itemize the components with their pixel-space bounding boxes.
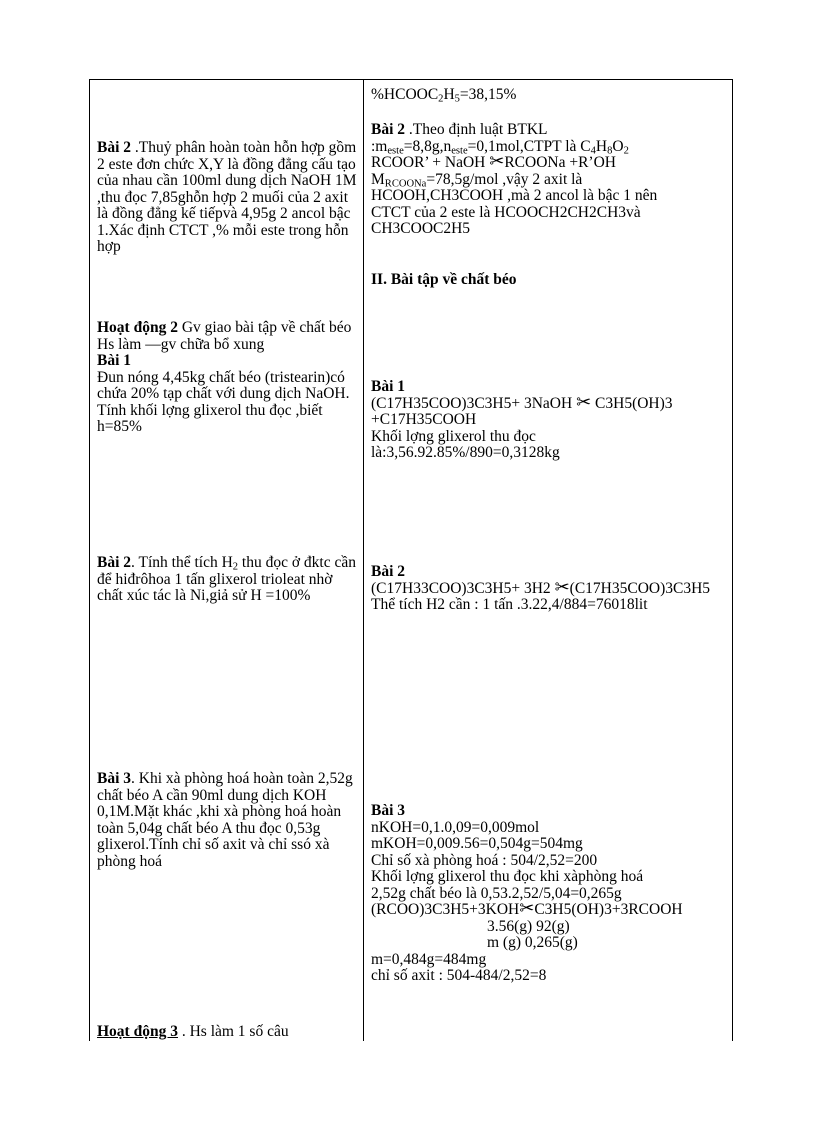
bai2-l4s: RCOONa [384, 178, 427, 190]
left-bai1-text2: Tính khối lợng glixerol thu đọc ,biết h=85% [97, 401, 323, 435]
bai3-l6b: C3H5(OH)3+3RCOOH [534, 901, 683, 918]
left-bai2-title: Bài 2 [97, 139, 132, 156]
scissors-icon: ✂ [489, 151, 505, 171]
bai2b-l1a: (C17H33COO)3C3H5+ 3H2 [371, 579, 555, 597]
bai3-l7: 3.56(g) 92(g) [487, 917, 570, 935]
bai2b-l1b: (C17H35COO)3C3H5 [569, 579, 711, 597]
right-bai2-title: Bài 2 [371, 121, 406, 138]
right-bai2 [371, 122, 733, 238]
right-section2 [371, 272, 733, 289]
scissors-icon: ✂ [554, 576, 570, 597]
pct-b: H [443, 86, 455, 103]
bai1-l3: Khối lợng glixerol thu đọc [371, 427, 536, 445]
bai1-l1a: (C17H35COO)3C3H5+ 3NaOH [371, 394, 577, 412]
right-bai2-l1: .Theo định luật BTKL [405, 121, 548, 138]
left-hd2-text: Gv giao bài tập về chất béo [177, 319, 352, 336]
bai1-l4: là:3,56.92.85%/890=0,3128kg [371, 444, 560, 461]
left-hd2 [97, 320, 359, 436]
bai2-l7: CH3COOC2H5 [371, 220, 471, 237]
left-hd3-title: Hoạt động 3 [97, 1023, 178, 1040]
left-hd2-line2: Hs làm —gv chữa bổ xung [97, 335, 265, 353]
bai2-l5: HCOOH,CH3COOH ,mà 2 ancol là bậc 1 nên [371, 187, 658, 204]
left-bai2b-sub: 2 [232, 561, 239, 573]
bai2-l2s1: este [387, 145, 404, 157]
bai2-l3b: RCOONa +R’OH [504, 154, 616, 171]
right-bai1-title: Bài 1 [371, 378, 406, 395]
bai2-l2d: H [595, 137, 608, 155]
bai2-l2b: =8,8g,n [403, 137, 452, 155]
left-hd3 [97, 1024, 359, 1041]
pct-a: %HCOOC [371, 86, 439, 103]
bai2-l2s3: 4 [590, 145, 596, 157]
bai2-l3a: RCOOR’ + NaOH [371, 154, 490, 171]
pct-s2: 5 [454, 93, 460, 105]
left-bai2-text: .Thuỷ phân hoàn toàn hỗn hợp gồm 2 este đơn chức X,Y là đồng đẳng cấu tạo của nhau cần 100ml dung dịch NaOH 1M ,thu đọc 7,85ghỗn hợp 2 muối của 2 axit là đồng đẳng kế tiếpvà 4,95g 2 ancol bậc 1.Xác định CTCT ,% mỗi este trong hỗn hợp [97, 139, 357, 255]
bai1-l1b: C3H5(OH)3 [591, 394, 673, 412]
left-bai3 [97, 771, 359, 870]
right-bai3 [371, 803, 733, 985]
left-bai1-text: Đun nóng 4,45kg chất béo (tristearin)có chứa 20% tạp chất với dung dịch NaOH. [97, 368, 350, 402]
left-bai2b-text-a: . Tính thể tích H [131, 554, 233, 571]
bai3-l4: Khối lợng glixerol thu đọc khi xàphòng hoá [371, 868, 644, 885]
left-hd2-title: Hoạt động 2 [97, 319, 178, 336]
left-bai2b-text-b: thu đọc ở đktc cần để hiđrôhoa 1 tấn glixerol trioleat nhờ chất xúc tác là Ni,giả sử H =100% [97, 554, 356, 604]
bai2-l4a: M [371, 170, 385, 188]
bai2-l4b: =78,5g/mol ,vậy 2 axit là [426, 170, 583, 188]
pct-c: =38,15% [459, 86, 517, 103]
left-column [90, 80, 363, 1041]
left-bai2b [97, 555, 359, 605]
bai3-l8: m (g) 0,265(g) [487, 934, 578, 951]
bai3-l10: chỉ số axit : 504-484/2,52=8 [371, 967, 547, 984]
right-percent [371, 87, 733, 104]
bai3-l1: nKOH=0,1.0,09=0,009mol [371, 818, 540, 836]
bai2-l2a: :m [371, 137, 388, 155]
bai2b-l2: Thể tích H2 cần : 1 tấn .3.22,4/884=76018lit [371, 596, 648, 613]
bai2-l2s5: 2 [623, 145, 629, 157]
left-bai2 [97, 140, 359, 256]
left-bai3-title: Bài 3 [97, 770, 132, 787]
right-bai1 [371, 379, 733, 462]
bai2-l2s2: este [451, 145, 468, 157]
bai3-l5: 2,52g chất béo là 0,53.2,52/5,04=0,265g [371, 884, 622, 902]
right-bai3-title: Bài 3 [371, 802, 406, 819]
right-bai2b [371, 564, 733, 614]
right-column [364, 80, 732, 1041]
pct-s1: 2 [438, 93, 444, 105]
bai3-l3: Chỉ số xà phòng hoá : 504/2,52=200 [371, 851, 598, 869]
bai3-l6a: (RCOO)3C3H5+3KOH [371, 901, 520, 918]
bai3-l9: m=0,484g=484mg [371, 950, 487, 968]
bai1-l2: +C17H35COOH [371, 411, 477, 428]
section2-heading: II. Bài tập về chất béo [371, 271, 517, 288]
scissors-icon: ✂ [519, 898, 535, 918]
left-hd3-text: . Hs làm 1 số câu [177, 1023, 289, 1040]
bai2-l6: CTCT của 2 este là HCOOCH2CH2CH3và [371, 203, 641, 221]
bai3-l2: mKOH=0,009.56=0,504g=504mg [371, 835, 583, 852]
bai2-l2s4: 8 [607, 145, 613, 157]
lesson-table [89, 79, 733, 1041]
left-bai1-title: Bài 1 [97, 352, 132, 369]
bai2-l2c: =0,1mol,CTPT là C [467, 137, 591, 155]
left-bai3-text: . Khi xà phòng hoá hoàn toàn 2,52g chất béo A cần 90ml dung dịch KOH 0,1M.Mặt khác ,khi xà phòng hoá hoàn toàn 5,04g chất béo A thu đọc 0,53g glixerol.Tính chỉ số axit và chỉ ssó xà phòng hoá [97, 770, 353, 870]
scissors-icon: ✂ [576, 391, 592, 412]
left-bai2b-title: Bài 2 [97, 554, 132, 571]
right-bai2b-title: Bài 2 [371, 563, 406, 580]
bai2-l2e: O [612, 137, 624, 155]
